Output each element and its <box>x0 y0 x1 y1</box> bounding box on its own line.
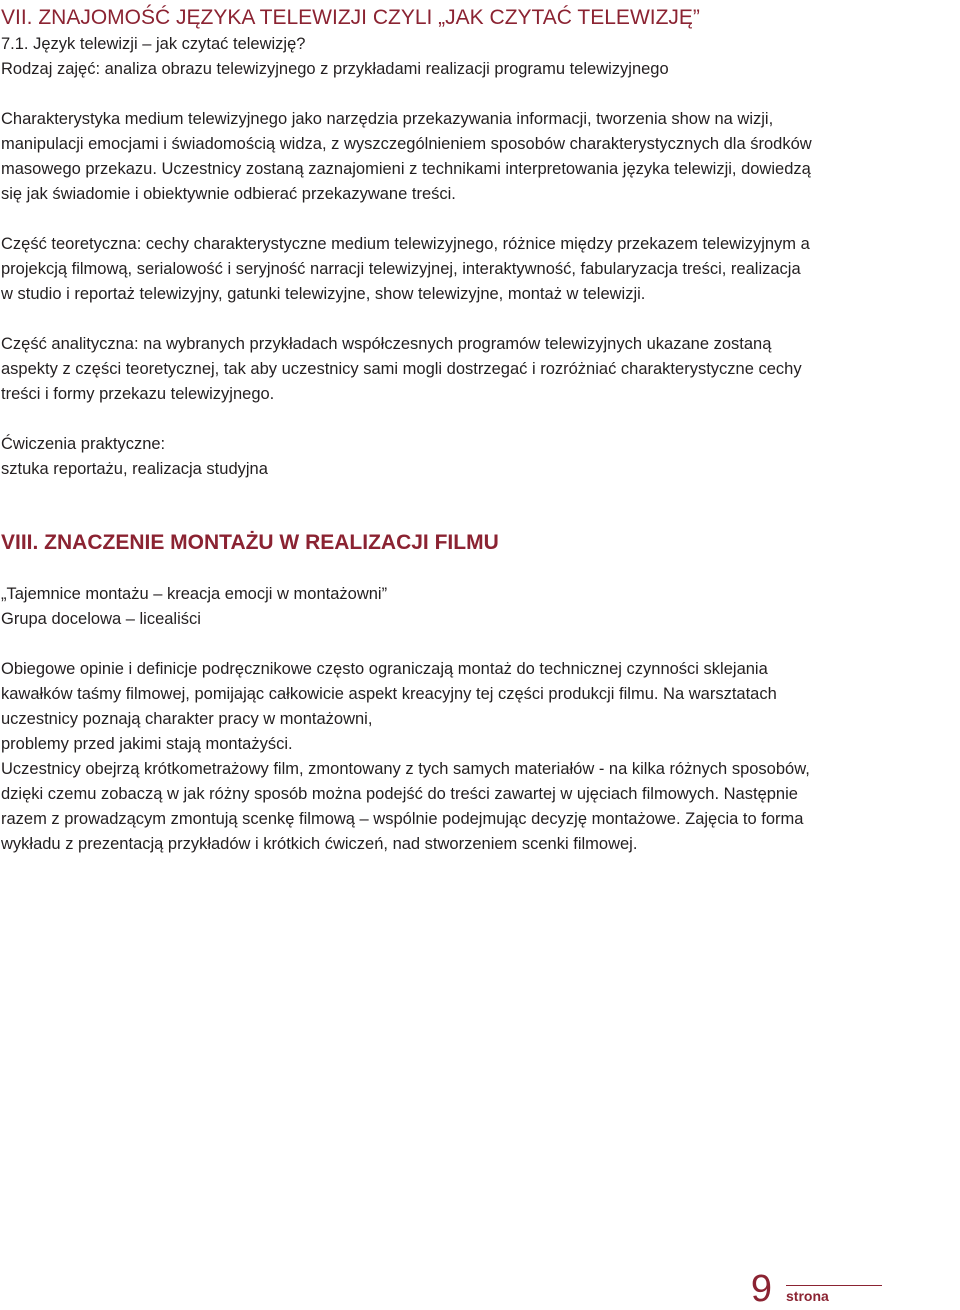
section-8-subtitle: „Tajemnice montażu – kreacja emocji w montażowni” <box>1 585 388 603</box>
section-7-title: VII. ZNAJOMOŚĆ JĘZYKA TELEWIZJI CZYLI „JAK CZYTAĆ TELEWIZJĘ” <box>1 6 700 29</box>
text-line: manipulacji emocjami i świadomością widza, z wyszczególnieniem sposobów charakterystycznych dla środków <box>1 135 812 153</box>
text-line: wykładu z prezentacją przykładów i krótkich ćwiczeń, nad stworzeniem scenki filmowej. <box>1 835 638 853</box>
text-line: masowego przekazu. Uczestnicy zostaną zaznajomieni z technikami interpretowania języka telewizji, dowiedzą <box>1 160 811 178</box>
text-line: Część teoretyczna: cechy charakterystyczne medium telewizyjnego, różnice między przekazem telewizyjnym a <box>1 235 810 253</box>
section-7-paragraph-1 <box>1 107 901 207</box>
text-line: aspekty z części teoretycznej, tak aby uczestnicy sami mogli dostrzegać i rozróżniać charakterystyczne cechy <box>1 360 802 378</box>
text-line: Część analityczna: na wybranych przykładach współczesnych programów telewizyjnych ukazane zostaną <box>1 335 772 353</box>
section-8-paragraph <box>1 657 901 857</box>
section-7-subtitle: 7.1. Język telewizji – jak czytać telewizję? <box>1 35 306 53</box>
text-line: Obiegowe opinie i definicje podręcznikowe często ograniczają montaż do technicznej czynności sklejania <box>1 660 768 678</box>
page-footer <box>751 1270 882 1308</box>
target-audience: Grupa docelowa – licealiści <box>1 610 201 628</box>
exercises-label: Ćwiczenia praktyczne: <box>1 435 166 453</box>
class-type-line: Rodzaj zajęć: analiza obrazu telewizyjnego z przykładami realizacji programu telewizyjnego <box>1 60 669 78</box>
section-7-paragraph-3 <box>1 332 901 407</box>
text-line: Uczestnicy obejrzą krótkometrażowy film, zmontowany z tych samych materiałów - na kilka różnych sposobów, <box>1 760 810 778</box>
section-8-title: VIII. ZNACZENIE MONTAŻU W REALIZACJI FILMU <box>1 531 499 554</box>
text-line: projekcją filmową, serialowość i seryjność narracji telewizyjnej, interaktywność, fabularyzacja treści, realizacja <box>1 260 801 278</box>
exercises-value: sztuka reportażu, realizacja studyjna <box>1 460 268 478</box>
text-line: problemy przed jakimi stają montażyści. <box>1 735 293 753</box>
page-word: strona <box>786 1288 829 1304</box>
text-line: uczestnicy poznają charakter pracy w montażowni, <box>1 710 373 728</box>
text-line: dzięki czemu zobaczą w jak różny sposób można podejść do treści zawartej w ujęciach filmowych. Następnie <box>1 785 798 803</box>
text-line: razem z prowadzącym zmontują scenkę filmową – wspólnie podejmując decyzję montażowe. Zajęcia to forma <box>1 810 804 828</box>
text-line: kawałków taśmy filmowej, pomijając całkowicie aspekt kreacyjny tej części produkcji filmu. Na warsztatach <box>1 685 777 703</box>
text-line: treści i formy przekazu telewizyjnego. <box>1 385 275 403</box>
page-word-rule <box>786 1285 882 1306</box>
text-line: się jak świadomie i obiektywnie odbierać przekazywane treści. <box>1 185 456 203</box>
page-number: 9 <box>750 1268 772 1310</box>
text-line: w studio i reportaż telewizyjny, gatunki telewizyjne, show telewizyjne, montaż w telewizji. <box>1 285 646 303</box>
section-7-paragraph-2 <box>1 232 901 307</box>
text-line: Charakterystyka medium telewizyjnego jako narzędzia przekazywania informacji, tworzenia show na wizji, <box>1 110 774 128</box>
